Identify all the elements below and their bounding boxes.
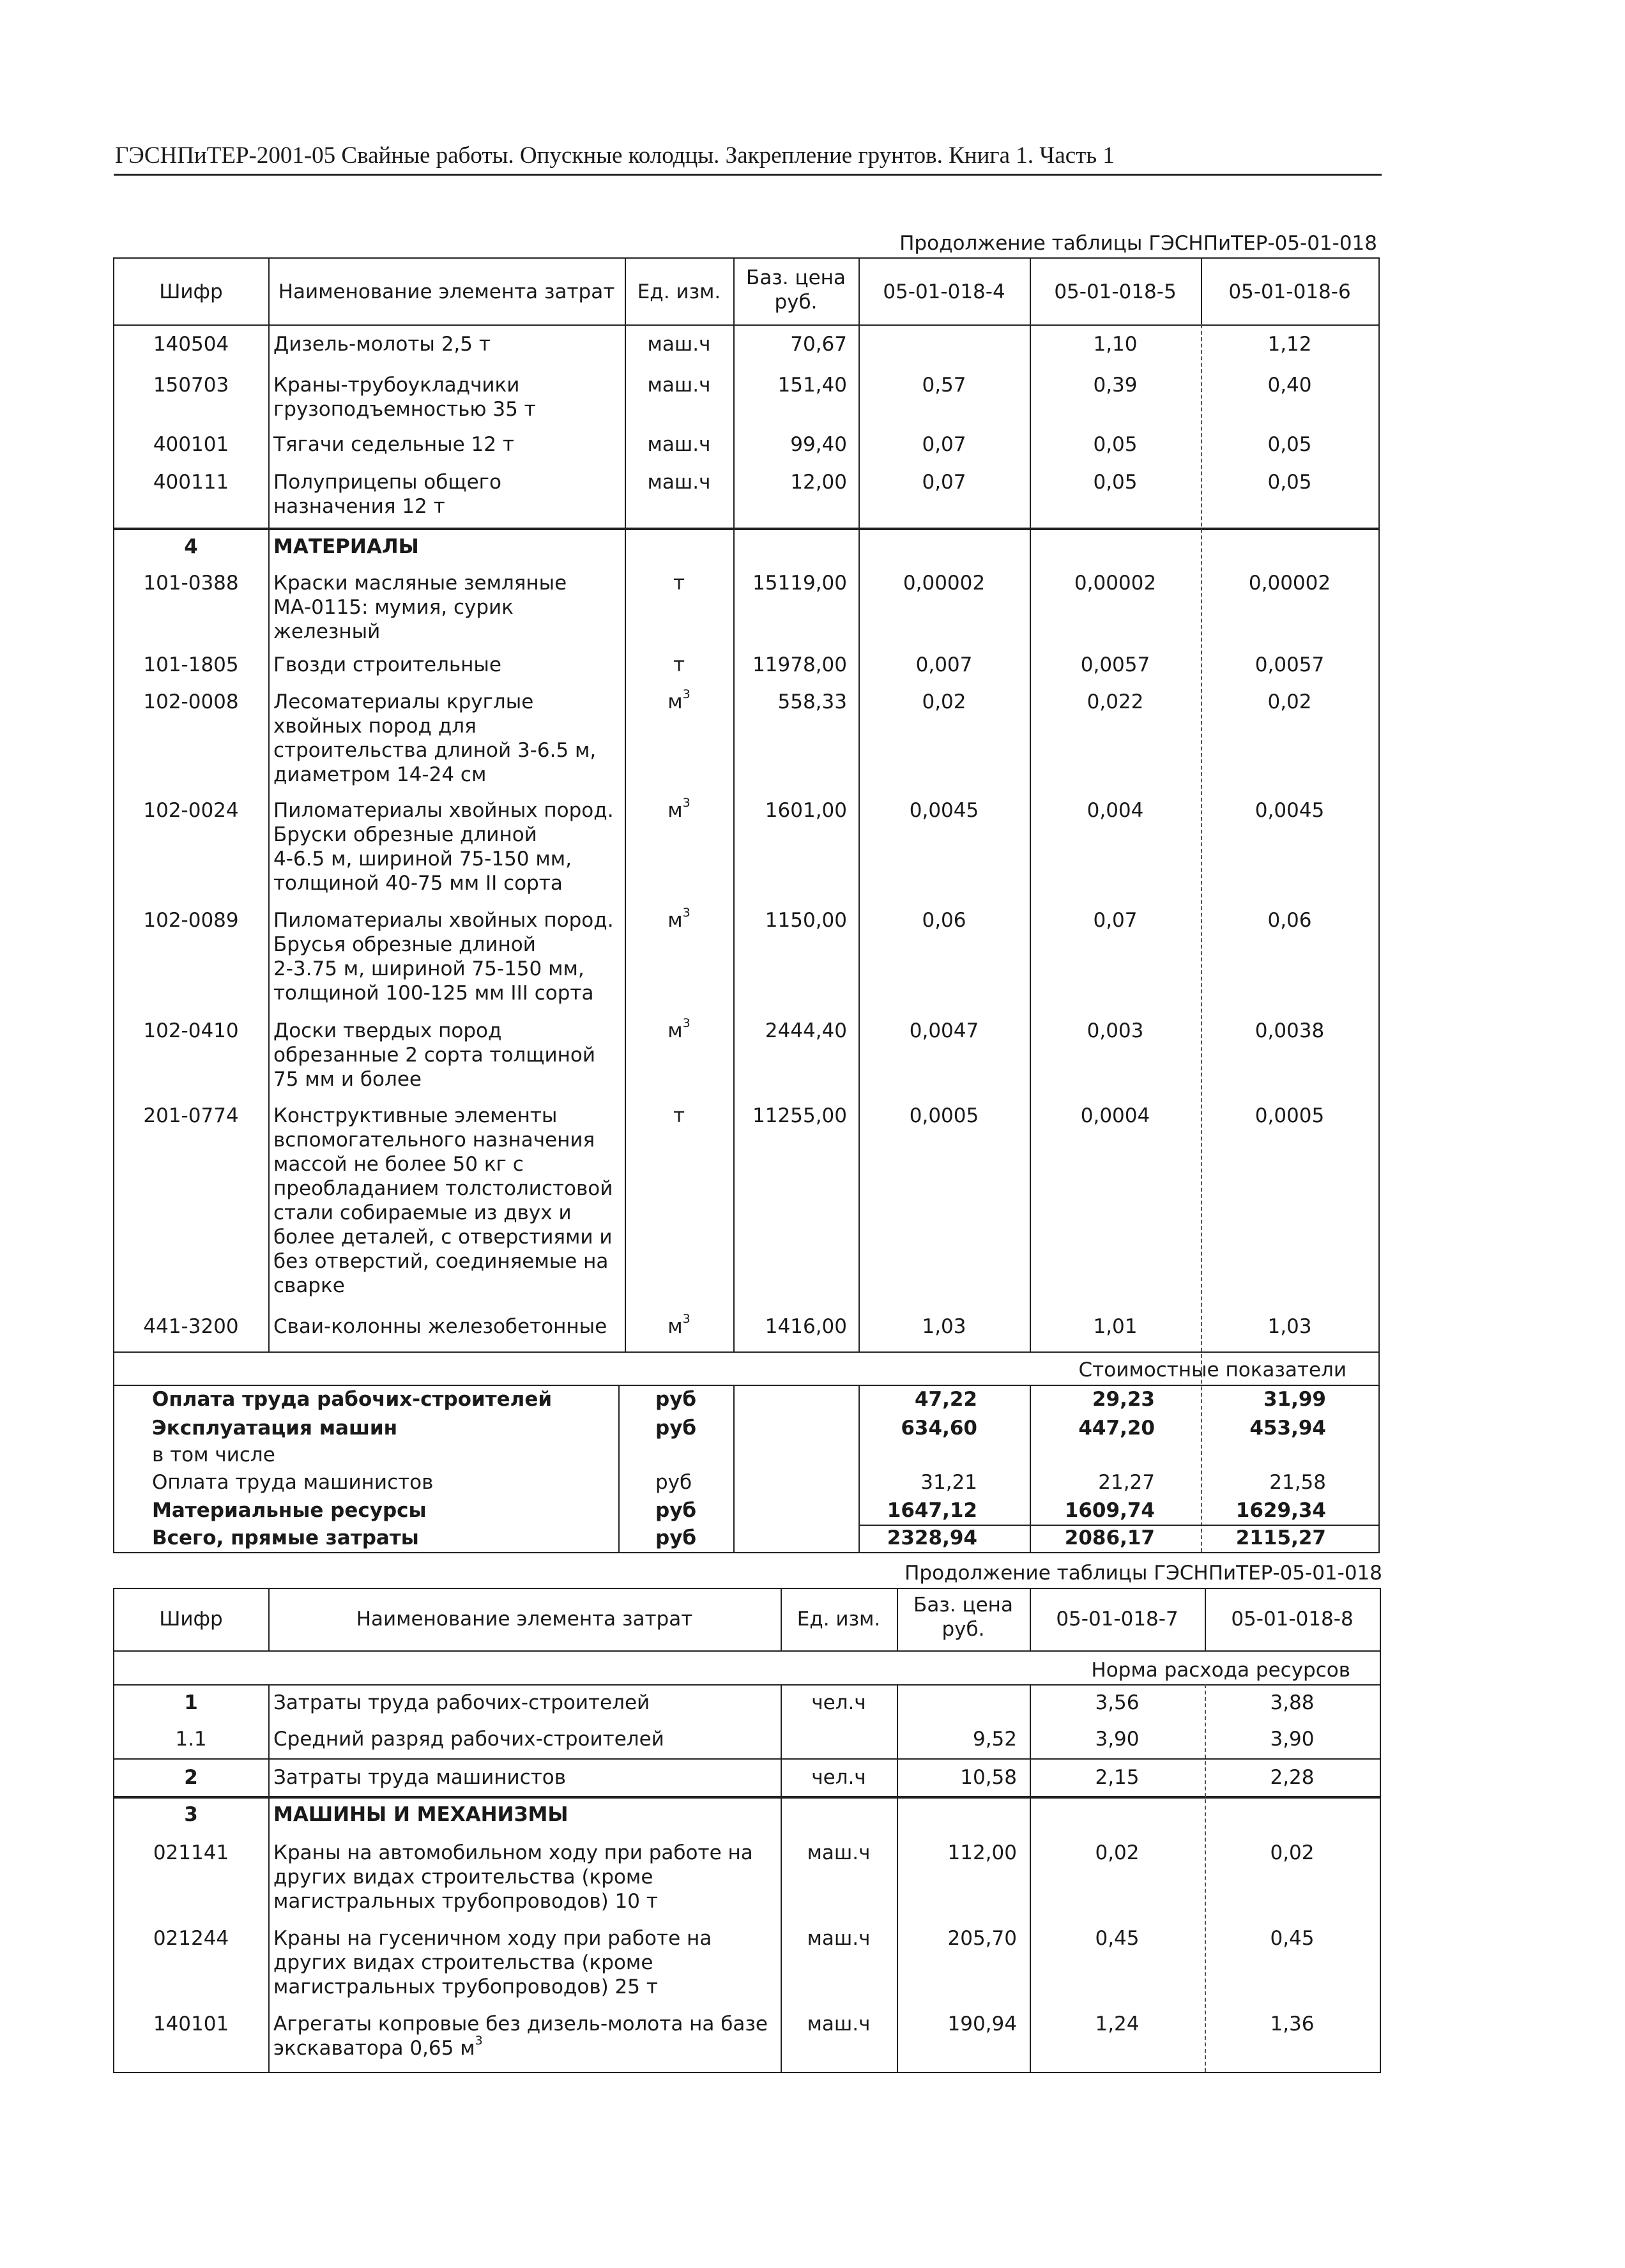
table-cell-value: 3,88 — [1270, 1691, 1315, 1714]
table-cell-code: 201-0774 — [143, 1104, 239, 1127]
table-cell-value: 0,0005 — [1255, 1104, 1325, 1127]
table-cell-price: 11978,00 — [752, 653, 847, 676]
table-cell-code: 101-0388 — [143, 572, 239, 595]
table-cell-value: 1,03 — [1267, 1315, 1312, 1338]
table-cell-value: 0,003 — [1087, 1019, 1144, 1042]
table1-header-divider — [113, 324, 1380, 326]
summary-label: Эксплуатация машин — [152, 1417, 398, 1440]
table-cell-value: 0,007 — [915, 653, 973, 676]
table-cell-value: 0,57 — [922, 374, 966, 397]
table-cell-name: Краны на гусеничном ходу при работе на других видах строительства (кроме магистральных трубопроводов) 25 т — [273, 1927, 712, 1998]
table-cell-name: Дизель-молоты 2,5 т — [273, 333, 491, 356]
table-cell-price: 9,52 — [972, 1728, 1017, 1751]
table1-right-border — [1378, 257, 1380, 1552]
table-cell-value: 0,0005 — [909, 1104, 979, 1127]
table-cell-name: Гвозди строительные — [273, 653, 501, 676]
table-cell-code: 1.1 — [175, 1728, 207, 1751]
summary-unit: руб — [655, 1388, 697, 1411]
table2-right-border — [1380, 1588, 1381, 2072]
section-title: МАШИНЫ И МЕХАНИЗМЫ — [273, 1803, 568, 1826]
table-cell-unit — [626, 908, 732, 932]
table-cell-price: 11255,00 — [752, 1104, 847, 1127]
table-cell-value: 0,02 — [1095, 1841, 1140, 1864]
table-cell-value: 0,02 — [922, 690, 966, 713]
table1-header-col4: 05-01-018-4 — [883, 280, 1005, 303]
table-cell-unit: маш.ч — [647, 374, 711, 397]
table-cell-code: 101-1805 — [143, 653, 239, 676]
table-cell-name: Лесоматериалы круглые хвойных пород для строительства длиной 3-6.5 м, диаметром 14-24 см — [273, 690, 597, 786]
table-cell-value: 0,05 — [1267, 471, 1312, 494]
table-cell-value: 1,12 — [1267, 333, 1312, 356]
table-cell-code: 021141 — [153, 1841, 229, 1864]
table-cell-name: Пиломатериалы хвойных пород. Брусья обрезные длиной 2-3.75 м, шириной 75-150 мм, толщиной 100-125 мм III сорта — [273, 909, 614, 1005]
norm-caption: Норма расхода ресурсов — [1091, 1659, 1350, 1682]
table-cell-name: Полуприцепы общего назначения 12 т — [273, 471, 501, 518]
summary-value: 21,58 — [1269, 1471, 1326, 1494]
table2-rule-code-body — [268, 1684, 270, 2072]
table1-summary-header-divider — [113, 1385, 1380, 1386]
table-cell-price: 12,00 — [790, 471, 847, 494]
table-cell-code: 102-0410 — [143, 1019, 239, 1042]
table-cell-value: 0,0045 — [1255, 799, 1325, 822]
table1-caption: Продолжение таблицы ГЭСНПиТЕР-05-01-018 — [899, 232, 1377, 255]
table2-header-divider — [113, 1650, 1381, 1652]
table-cell-value: 0,07 — [922, 433, 966, 456]
summary-label: Всего, прямые затраты — [152, 1526, 419, 1549]
table-cell-value: 1,24 — [1095, 2013, 1140, 2036]
table-cell-code: 400101 — [153, 433, 229, 456]
table-cell-code: 441-3200 — [143, 1315, 239, 1338]
table2-row-divider — [113, 1758, 1381, 1760]
summary-value: 2086,17 — [1064, 1526, 1155, 1549]
summary-label: Материальные ресурсы — [152, 1499, 427, 1522]
table-cell-value: 0,45 — [1270, 1927, 1315, 1950]
table-cell-code: 150703 — [153, 374, 229, 397]
table-cell-unit: чел.ч — [811, 1691, 866, 1714]
table-cell-value: 0,06 — [1267, 909, 1312, 932]
table-cell-price: 151,40 — [777, 374, 847, 397]
table-cell-code: 102-0008 — [143, 690, 239, 713]
table1-summary-divider — [113, 1351, 1380, 1353]
table-cell-unit: маш.ч — [647, 471, 711, 494]
table-cell-unit: т — [673, 1104, 685, 1127]
section-number: 4 — [184, 535, 198, 558]
unit-text: м — [668, 690, 683, 713]
table-cell-price: 1416,00 — [765, 1315, 847, 1338]
table2-section-divider — [113, 1796, 1381, 1799]
unit-exponent: 3 — [682, 1016, 690, 1030]
table-cell-value: 1,03 — [922, 1315, 966, 1338]
table-cell-value: 0,0047 — [909, 1019, 979, 1042]
table-cell-price: 112,00 — [947, 1841, 1017, 1864]
table2-bottom-border — [113, 2072, 1381, 2073]
table-cell-value: 2,28 — [1270, 1766, 1315, 1789]
table1-header-code: Шифр — [159, 280, 223, 303]
table-cell-value: 0,40 — [1267, 374, 1312, 397]
unit-exponent: 3 — [682, 796, 690, 810]
table-cell-price: 558,33 — [777, 690, 847, 713]
table-cell-value: 0,05 — [1093, 433, 1138, 456]
table-cell-code: 140101 — [153, 2013, 229, 2036]
summary-unit: руб — [655, 1471, 692, 1494]
table-cell-value: 1,36 — [1270, 2013, 1315, 2036]
summary-value: 1647,12 — [887, 1499, 977, 1522]
table1-header-unit: Ед. изм. — [637, 280, 721, 303]
table-cell-unit: маш.ч — [807, 2013, 871, 2036]
table-cell-unit — [626, 687, 732, 714]
table-cell-value: 1,01 — [1093, 1315, 1138, 1338]
page-header: ГЭСНПиТЕР-2001-05 Свайные работы. Опускные колодцы. Закрепление грунтов. Книга 1. Часть 1 — [115, 142, 1115, 169]
table-cell-unit — [626, 1016, 732, 1043]
table-cell-unit: маш.ч — [807, 1927, 871, 1950]
table-cell-code: 102-0024 — [143, 799, 239, 822]
summary-value: 47,22 — [914, 1388, 977, 1411]
section-number: 2 — [184, 1766, 198, 1789]
table-cell-name: Краны-трубоукладчики грузоподъемностью 35 т — [273, 374, 536, 421]
table-cell-price: 99,40 — [790, 433, 847, 456]
table-cell-value: 0,00002 — [1248, 572, 1331, 595]
table-cell-value: 0,0038 — [1255, 1019, 1325, 1042]
table1-header-col5: 05-01-018-5 — [1054, 280, 1177, 303]
summary-value: 29,23 — [1092, 1388, 1155, 1411]
table1-header-col6: 05-01-018-6 — [1228, 280, 1351, 303]
table-cell-name: Конструктивные элементы вспомогательного назначения массой не более 50 кг с преобладанием толстолистовой стали собираемые из двух и более деталей, с отверстиями и без отверстий, соединяемые на сварке — [273, 1104, 613, 1297]
unit-exponent: 3 — [475, 2034, 483, 2048]
table-cell-code: 102-0089 — [143, 909, 239, 932]
table-cell-value: 3,90 — [1270, 1728, 1315, 1751]
summary-value: 31,21 — [920, 1471, 977, 1494]
table-cell-code: 021244 — [153, 1927, 229, 1950]
table-cell-value: 0,45 — [1095, 1927, 1140, 1950]
summary-value: 2115,27 — [1235, 1526, 1326, 1549]
unit-text: м — [668, 909, 683, 932]
table-cell-unit: маш.ч — [647, 433, 711, 456]
table-cell-value: 0,07 — [922, 471, 966, 494]
summary-unit: руб — [655, 1417, 697, 1440]
table-cell-value: 0,02 — [1270, 1841, 1315, 1864]
table-cell-value: 0,0057 — [1080, 653, 1150, 676]
table-cell-value: 2,15 — [1095, 1766, 1140, 1789]
table1-top-border — [113, 257, 1380, 259]
table-cell-value: 3,90 — [1095, 1728, 1140, 1751]
table-cell-name: Затраты труда машинистов — [273, 1766, 567, 1789]
table-cell-code: 400111 — [153, 471, 229, 494]
table-cell-unit: маш.ч — [807, 1841, 871, 1864]
table-cell-name: Краски масляные земляные МА-0115: мумия, сурик железный — [273, 572, 567, 643]
summary-value: 634,60 — [901, 1417, 977, 1440]
unit-text: м — [668, 799, 683, 822]
summary-unit: руб — [655, 1526, 697, 1549]
table-cell-name — [273, 2012, 768, 2060]
table2-left-border — [113, 1588, 114, 2072]
table2-caption: Продолжение таблицы ГЭСНПиТЕР-05-01-018 — [904, 1562, 1382, 1585]
table2-header-code: Шифр — [159, 1608, 223, 1631]
section-title: МАТЕРИАЛЫ — [273, 535, 419, 558]
table-cell-value: 0,05 — [1093, 471, 1138, 494]
table-cell-price: 10,58 — [960, 1766, 1017, 1789]
table-cell-value: 0,06 — [922, 909, 966, 932]
summary-label: в том числе — [152, 1443, 275, 1466]
table2-header-unit: Ед. изм. — [797, 1608, 881, 1631]
table1-rule-unit-summary — [733, 1385, 735, 1552]
summary-value: 1629,34 — [1235, 1499, 1326, 1522]
summary-value: 2328,94 — [887, 1526, 977, 1549]
table-cell-value: 0,07 — [1093, 909, 1138, 932]
table-cell-name: Тягачи седельные 12 т — [273, 433, 514, 456]
table-cell-value: 0,0057 — [1255, 653, 1325, 676]
table-cell-price: 1601,00 — [765, 799, 847, 822]
table-cell-price: 15119,00 — [752, 572, 847, 595]
unit-text: м — [668, 1315, 683, 1338]
table-cell-value: 0,0004 — [1080, 1104, 1150, 1127]
header-rule — [114, 174, 1382, 176]
table-cell-unit: т — [673, 572, 685, 595]
table-cell-value: 3,56 — [1095, 1691, 1140, 1714]
table-cell-name: Затраты труда рабочих-строителей — [273, 1691, 650, 1714]
table2-header-name: Наименование элемента затрат — [356, 1608, 693, 1631]
table1-rule-code — [268, 257, 270, 1351]
name-text: Агрегаты копровые без дизель-молота на базе экскаватора 0,65 м — [273, 2013, 768, 2060]
table-cell-price: 70,67 — [790, 333, 847, 356]
section-number: 3 — [184, 1803, 198, 1826]
summary-value: 31,99 — [1263, 1388, 1326, 1411]
table2-top-border — [113, 1588, 1381, 1589]
unit-exponent: 3 — [682, 1312, 690, 1326]
table-cell-code: 140504 — [153, 333, 229, 356]
summary-value: 453,94 — [1249, 1417, 1326, 1440]
summary-caption: Стоимостные показатели — [1078, 1359, 1347, 1381]
table-cell-name: Сваи-колонны железобетонные — [273, 1315, 607, 1338]
table-cell-value: 0,02 — [1267, 690, 1312, 713]
unit-text: м — [668, 1019, 683, 1042]
summary-value: 447,20 — [1078, 1417, 1155, 1440]
table-cell-name: Краны на автомобильном ходу при работе на других видах строительства (кроме магистральных трубопроводов) 10 т — [273, 1841, 753, 1913]
table1-header-price: Баз. цена руб. — [746, 266, 846, 314]
table-cell-price: 1150,00 — [765, 909, 847, 932]
table-cell-value: 0,05 — [1267, 433, 1312, 456]
summary-label: Оплата труда рабочих-строителей — [152, 1388, 553, 1411]
table-cell-unit: маш.ч — [647, 333, 711, 356]
table2-header-col8: 05-01-018-8 — [1231, 1608, 1354, 1631]
table2-header-price: Баз. цена руб. — [913, 1594, 1013, 1641]
table-cell-value: 0,00002 — [903, 572, 986, 595]
table-cell-name: Доски твердых пород обрезанные 2 сорта толщиной 75 мм и более — [273, 1019, 595, 1091]
table-cell-value: 1,10 — [1093, 333, 1138, 356]
table1-rule-name-summary — [618, 1385, 620, 1552]
table-cell-price: 2444,40 — [765, 1019, 847, 1042]
table-cell-value: 0,0045 — [909, 799, 979, 822]
table-cell-unit: т — [673, 653, 685, 676]
table-cell-unit: чел.ч — [811, 1766, 866, 1789]
table-cell-unit — [626, 798, 732, 823]
table1-section-divider — [113, 528, 1380, 530]
summary-unit: руб — [655, 1499, 697, 1522]
table2-header-col7: 05-01-018-7 — [1056, 1608, 1179, 1631]
table1-bottom-border — [113, 1552, 1380, 1553]
table-cell-value: 0,022 — [1087, 690, 1144, 713]
summary-label: Оплата труда машинистов — [152, 1471, 434, 1494]
unit-exponent: 3 — [682, 687, 690, 701]
table-cell-value: 0,004 — [1087, 799, 1144, 822]
section-number: 1 — [184, 1691, 198, 1714]
summary-value: 21,27 — [1098, 1471, 1155, 1494]
table2-norm-divider — [113, 1684, 1381, 1686]
table-cell-value: 0,00002 — [1074, 572, 1157, 595]
table-cell-name: Пиломатериалы хвойных пород. Бруски обрезные длиной 4-6.5 м, шириной 75-150 мм, толщиной 40-75 мм II сорта — [273, 799, 614, 895]
table-cell-price: 190,94 — [947, 2013, 1017, 2036]
table-cell-name: Средний разряд рабочих-строителей — [273, 1728, 664, 1751]
table1-header-name: Наименование элемента затрат — [278, 280, 615, 303]
unit-exponent: 3 — [682, 906, 690, 920]
table1-left-border — [113, 257, 114, 1552]
table-cell-value: 0,39 — [1093, 374, 1138, 397]
table-cell-unit — [626, 1314, 732, 1339]
table-cell-price: 205,70 — [947, 1927, 1017, 1950]
summary-value: 1609,74 — [1064, 1499, 1155, 1522]
